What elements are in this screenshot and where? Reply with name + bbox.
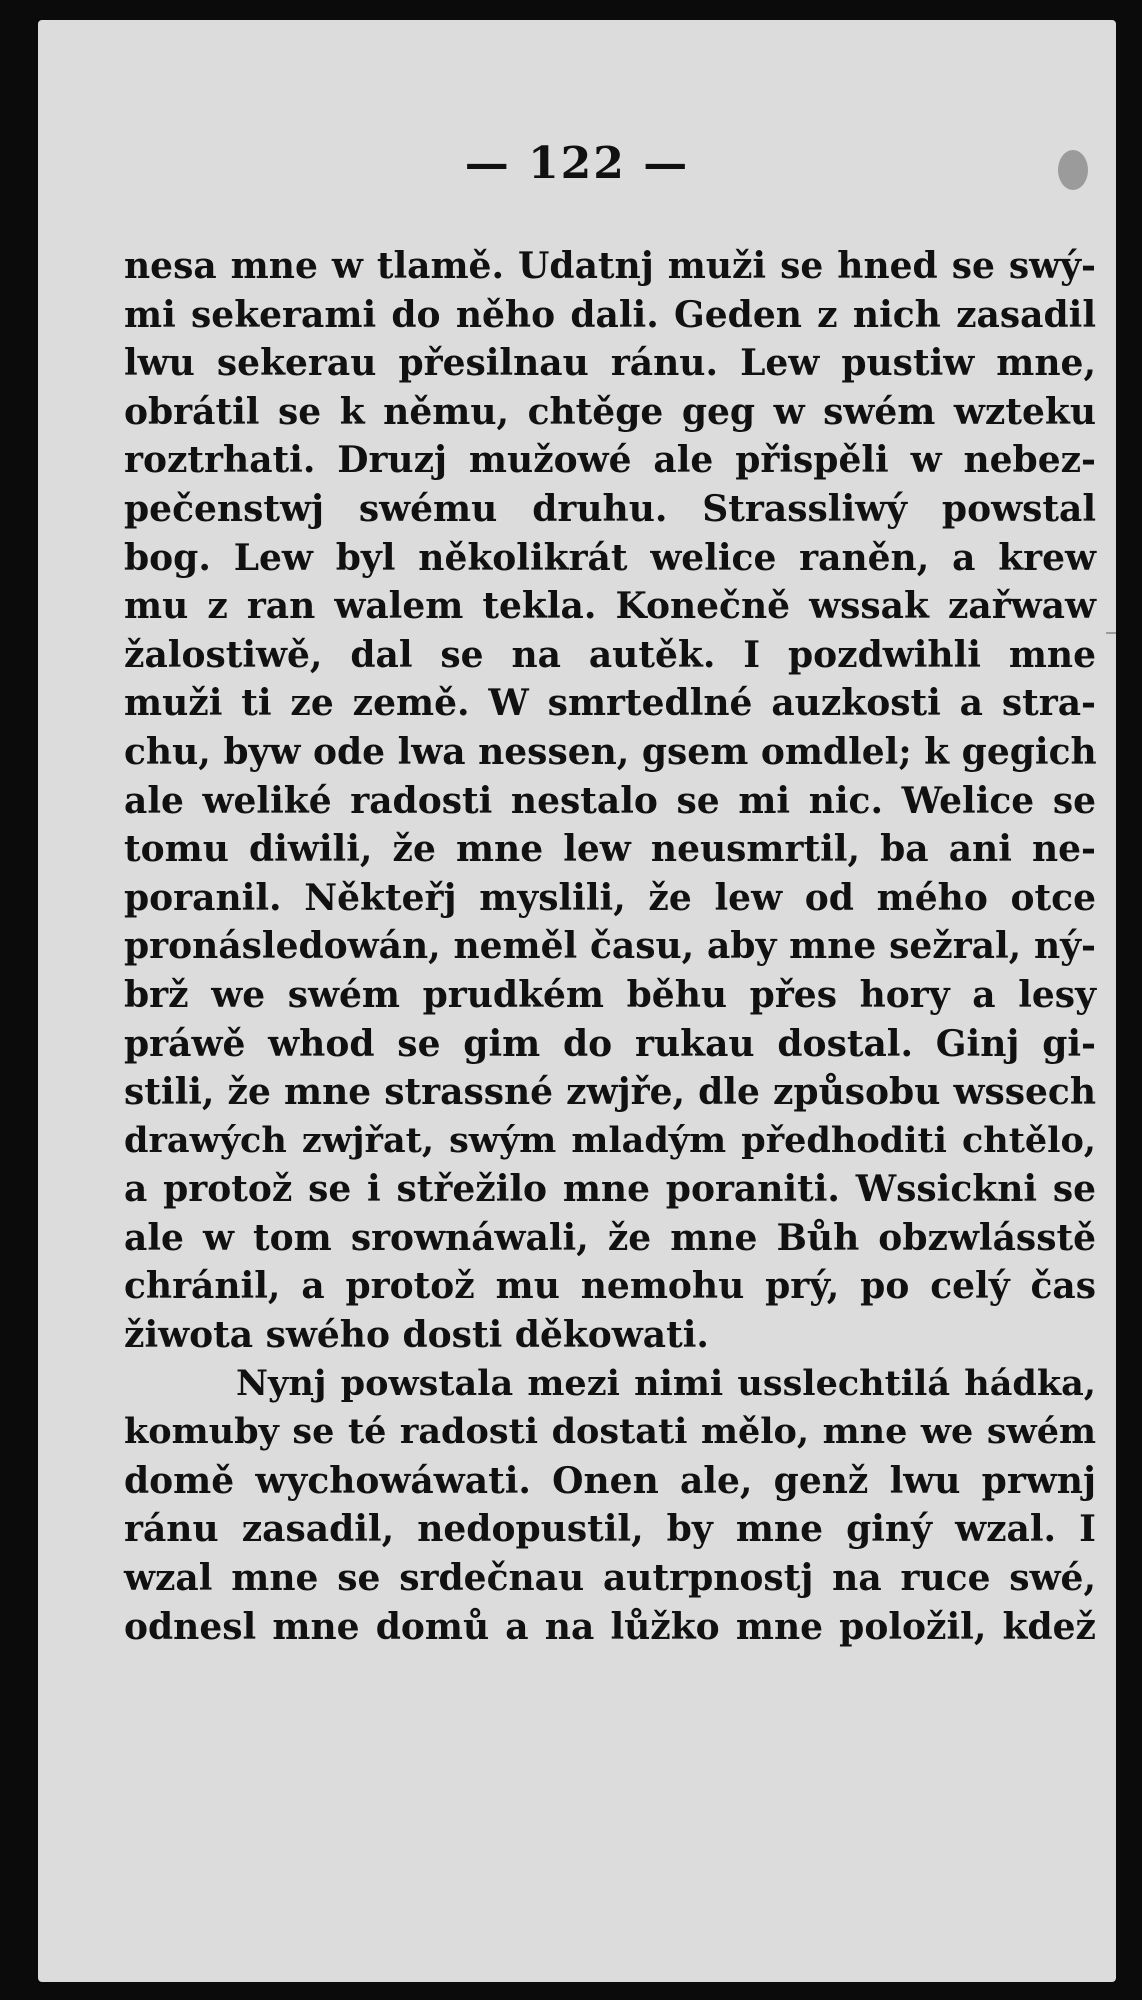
text-line: domě wychowáwati. Onen ale, genž lwu prwnj [124,1459,1096,1502]
text-line: drawých zwjřat, swým mladým předhoditi chtělo, [124,1119,1096,1161]
text-line: poranil. Někteřj myslili, že lew od mého otce [124,876,1096,919]
text-line: mi sekerami do něho dali. Geden z nich zasadil [124,293,1096,336]
text-line: a protož se i střežilo mne poraniti. Wssickni se [124,1168,1096,1211]
text-line: pronásledowán, neměl času, aby mne sežral, ný- [124,925,1096,968]
text-line: muži ti ze země. W smrtedlné auzkosti a stra- [124,682,1096,725]
paper-mark [1106,632,1116,634]
paragraph-end-line: žiwota swého dosti děkowati. [124,1314,709,1357]
text-line: ale weliké radosti nestalo se mi nic. Welice se [124,779,1096,822]
paragraph-start-line: Nynj powstala mezi nimi usslechtilá hádka, [236,1362,1096,1404]
body-text [124,242,1096,1651]
text-line: stili, že mne strassné zwjře, dle způsobu wssech [124,1071,1096,1114]
text-line: chránil, a protož mu nemohu prý, po celý čas [124,1265,1096,1308]
text-line: lwu sekerau přesilnau ránu. Lew pustiw mne, [124,342,1096,385]
text-line: odnesl mne domů a na lůžko mne položil, kdež [124,1605,1096,1648]
text-line: ale w tom srownáwali, že mne Bůh obzwlásstě [124,1216,1096,1259]
text-line: žalostiwě, dal se na autěk. I pozdwihli mne [124,633,1096,676]
text-line: práwě whod se gim do rukau dostal. Ginj gi- [124,1022,1096,1065]
text-line: ránu zasadil, nedopustil, by mne giný wzal. I [124,1508,1096,1551]
text-line: bog. Lew byl několikrát welice raněn, a krew [124,536,1096,579]
book-page [38,20,1116,1982]
text-line: pečenstwj swému druhu. Strassliwý powstal [124,487,1096,530]
page-number: — 122 — [464,138,690,189]
text-line: nesa mne w tlamě. Udatnj muži se hned se swý- [124,245,1096,287]
text-line: wzal mne se srdečnau autrpnostj na ruce swé, [124,1557,1096,1600]
text-line: chu, byw ode lwa nessen, gsem omdlel; k gegich [124,730,1097,773]
text-line: tomu diwili, že mne lew neusmrtil, ba ani ne- [124,828,1096,871]
text-line: obrátil se k němu, chtěge geg w swém wzteku [124,390,1096,433]
text-line: brž we swém prudkém běhu přes hory a lesy [124,973,1096,1016]
text-line: komuby se té radosti dostati mělo, mne we swém [124,1411,1096,1453]
text-line: roztrhati. Druzj mužowé ale přispěli w nebez- [124,439,1096,482]
text-line: mu z ran walem tekla. Konečně wssak zařwaw [124,585,1096,628]
